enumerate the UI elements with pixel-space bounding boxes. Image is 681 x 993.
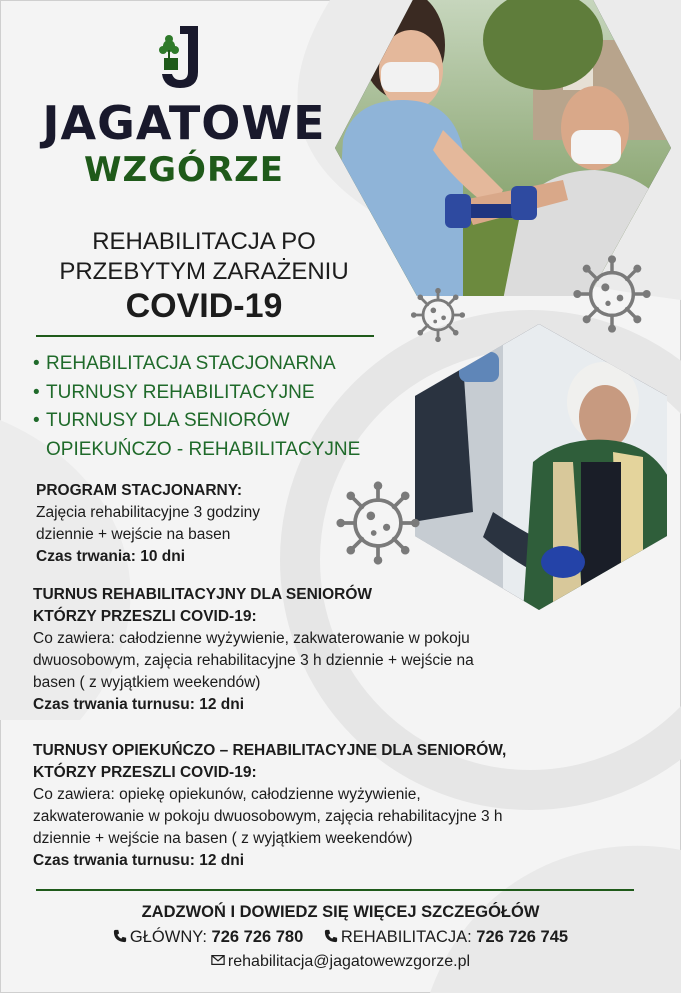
virus-icon [410, 287, 466, 343]
logo-j-tree-icon [150, 22, 210, 92]
offer-list [33, 350, 433, 464]
email-address: rehabilitacja@jagatowewzgorze.pl [227, 953, 471, 970]
email-contact[interactable] [0, 953, 681, 971]
section-text: dwuosobowym, zajęcia rehabilitacyjne 3 h dziennie + wejście na [33, 652, 474, 669]
photo-elderly-patient [413, 322, 675, 612]
list-item: • TURNUSY REHABILITACYJNE [33, 381, 315, 403]
phone-numbers [0, 928, 681, 947]
section-title: TURNUSY OPIEKUŃCZO – REHABILITACYJNE DLA SENIORÓW, [33, 742, 507, 759]
section-duration: Czas trwania turnusu: 12 dni [33, 696, 245, 713]
virus-icon [572, 254, 652, 334]
section-text: basen ( z wyjątkiem weekendów) [33, 674, 261, 691]
call-to-action: ZADZWOŃ I DOWIEDZ SIĘ WIĘCEJ SZCZEGÓŁÓW [141, 903, 540, 921]
section-text: Co zawiera: całodzienne wyżywienie, zakwaterowanie w pokoju [33, 630, 470, 647]
headline-line-2: PRZEBYTYM ZARAŻENIU [59, 258, 349, 285]
section-duration: Czas trwania turnusu: 12 dni [33, 852, 245, 869]
list-item: • REHABILITACJA STACJONARNA [33, 353, 336, 374]
section-title: KTÓRZY PRZESZLI COVID-19: [33, 608, 257, 625]
section-title: TURNUS REHABILITACYJNY DLA SENIORÓW [33, 586, 373, 603]
section-title: PROGRAM STACJONARNY: [36, 482, 243, 499]
phone-icon [324, 929, 338, 943]
divider-top [36, 335, 374, 337]
divider-bottom [36, 889, 634, 891]
section-text: zakwaterowanie w pokoju dwuosobowym, zajęcia rehabilitacyjne 3 h [33, 808, 503, 825]
brand-name: JAGATOWE [42, 96, 326, 150]
section-text: dziennie + wejście na basen [36, 526, 231, 543]
envelope-icon [211, 953, 225, 967]
section-text: Zajęcia rehabilitacyjne 3 godziny [36, 504, 261, 521]
virus-icon [335, 480, 421, 566]
program-stationary [36, 480, 336, 568]
headline-covid: COVID-19 [125, 287, 283, 325]
section-duration: Czas trwania: 10 dni [36, 548, 186, 565]
section-text: Co zawiera: opiekę opiekunów, całodzienne wyżywienie, [33, 786, 421, 803]
turnus-care [33, 740, 653, 872]
section-title: KTÓRZY PRZESZLI COVID-19: [33, 764, 257, 781]
phone-rehab[interactable]: REHABILITACJA: 726 726 745 [324, 928, 568, 947]
section-text: dziennie + wejście na basen ( z wyjątkiem weekendów) [33, 830, 413, 847]
list-item: • TURNUSY DLA SENIORÓW OPIEKUŃCZO - REHABILITACYJNE [33, 410, 361, 460]
headline-line-1: REHABILITACJA PO [92, 228, 316, 255]
brand-subname: WZGÓRZE [83, 150, 285, 190]
phone-main[interactable]: GŁÓWNY: 726 726 780 [113, 928, 303, 947]
phone-icon [113, 929, 127, 943]
